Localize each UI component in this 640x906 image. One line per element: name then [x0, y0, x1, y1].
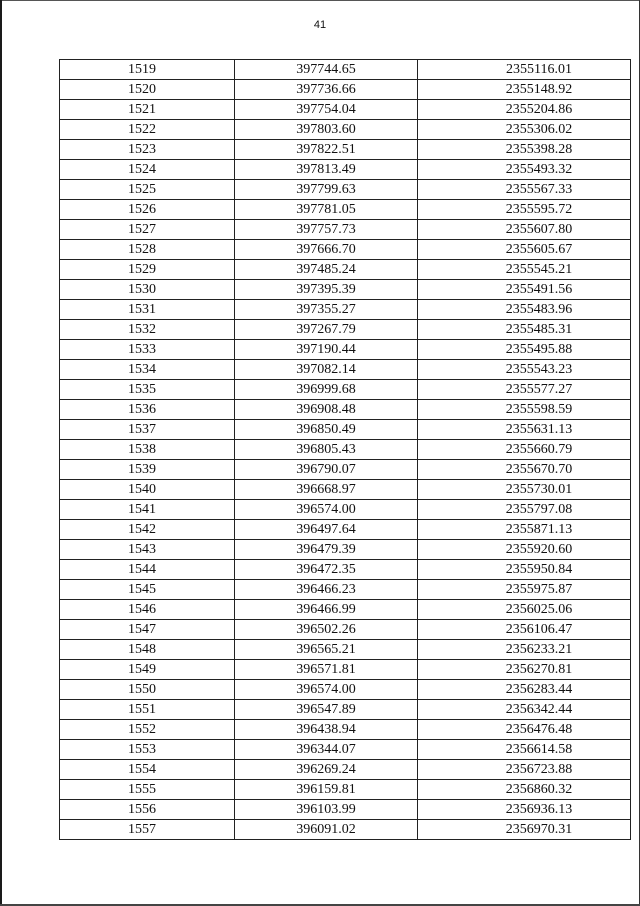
table-row — [60, 800, 631, 820]
x-coordinate-cell: 396344.07 — [235, 740, 418, 760]
table-row — [60, 260, 631, 280]
point-id-cell: 1526 — [60, 200, 235, 220]
x-coordinate-cell: 396805.43 — [235, 440, 418, 460]
y-coordinate-cell: 2355116.01 — [418, 60, 631, 80]
x-coordinate-cell: 396497.64 — [235, 520, 418, 540]
table-row — [60, 560, 631, 580]
table-row — [60, 460, 631, 480]
y-coordinate-cell: 2355483.96 — [418, 300, 631, 320]
table-row — [60, 200, 631, 220]
point-id-cell: 1553 — [60, 740, 235, 760]
x-coordinate-cell: 397395.39 — [235, 280, 418, 300]
table-row — [60, 640, 631, 660]
point-id-cell: 1519 — [60, 60, 235, 80]
scan-edge-top — [0, 0, 640, 1]
point-id-cell: 1557 — [60, 820, 235, 840]
x-coordinate-cell: 396850.49 — [235, 420, 418, 440]
point-id-cell: 1536 — [60, 400, 235, 420]
point-id-cell: 1535 — [60, 380, 235, 400]
point-id-cell: 1537 — [60, 420, 235, 440]
x-coordinate-cell: 396472.35 — [235, 560, 418, 580]
point-id-cell: 1525 — [60, 180, 235, 200]
x-coordinate-cell: 396547.89 — [235, 700, 418, 720]
point-id-cell: 1554 — [60, 760, 235, 780]
y-coordinate-cell: 2355975.87 — [418, 580, 631, 600]
point-id-cell: 1545 — [60, 580, 235, 600]
y-coordinate-cell: 2356614.58 — [418, 740, 631, 760]
x-coordinate-cell: 396574.00 — [235, 500, 418, 520]
x-coordinate-cell: 397781.05 — [235, 200, 418, 220]
y-coordinate-cell: 2356476.48 — [418, 720, 631, 740]
table-row — [60, 160, 631, 180]
x-coordinate-cell: 397754.04 — [235, 100, 418, 120]
table-row — [60, 340, 631, 360]
y-coordinate-cell: 2356233.21 — [418, 640, 631, 660]
table-row — [60, 400, 631, 420]
y-coordinate-cell: 2355204.86 — [418, 100, 631, 120]
x-coordinate-cell: 397082.14 — [235, 360, 418, 380]
point-id-cell: 1543 — [60, 540, 235, 560]
y-coordinate-cell: 2356936.13 — [418, 800, 631, 820]
table-row — [60, 520, 631, 540]
y-coordinate-cell: 2355598.59 — [418, 400, 631, 420]
point-id-cell: 1523 — [60, 140, 235, 160]
y-coordinate-cell: 2355491.56 — [418, 280, 631, 300]
x-coordinate-cell: 397813.49 — [235, 160, 418, 180]
point-id-cell: 1550 — [60, 680, 235, 700]
table-row — [60, 300, 631, 320]
table-row — [60, 220, 631, 240]
point-id-cell: 1551 — [60, 700, 235, 720]
point-id-cell: 1520 — [60, 80, 235, 100]
x-coordinate-cell: 396908.48 — [235, 400, 418, 420]
y-coordinate-cell: 2356270.81 — [418, 660, 631, 680]
y-coordinate-cell: 2355670.70 — [418, 460, 631, 480]
point-id-cell: 1538 — [60, 440, 235, 460]
table-row — [60, 240, 631, 260]
point-id-cell: 1547 — [60, 620, 235, 640]
y-coordinate-cell: 2355545.21 — [418, 260, 631, 280]
y-coordinate-cell: 2355495.88 — [418, 340, 631, 360]
table-row — [60, 500, 631, 520]
x-coordinate-cell: 397744.65 — [235, 60, 418, 80]
x-coordinate-cell: 397190.44 — [235, 340, 418, 360]
point-id-cell: 1524 — [60, 160, 235, 180]
point-id-cell: 1556 — [60, 800, 235, 820]
table-row — [60, 280, 631, 300]
y-coordinate-cell: 2355605.67 — [418, 240, 631, 260]
x-coordinate-cell: 396269.24 — [235, 760, 418, 780]
point-id-cell: 1539 — [60, 460, 235, 480]
table-row — [60, 600, 631, 620]
point-id-cell: 1532 — [60, 320, 235, 340]
x-coordinate-cell: 396565.21 — [235, 640, 418, 660]
point-id-cell: 1529 — [60, 260, 235, 280]
point-id-cell: 1546 — [60, 600, 235, 620]
point-id-cell: 1555 — [60, 780, 235, 800]
y-coordinate-cell: 2356342.44 — [418, 700, 631, 720]
y-coordinate-cell: 2356106.47 — [418, 620, 631, 640]
x-coordinate-cell: 397355.27 — [235, 300, 418, 320]
table-row — [60, 380, 631, 400]
y-coordinate-cell: 2355950.84 — [418, 560, 631, 580]
coordinate-table — [59, 59, 631, 840]
y-coordinate-cell: 2356723.88 — [418, 760, 631, 780]
y-coordinate-cell: 2355595.72 — [418, 200, 631, 220]
point-id-cell: 1541 — [60, 500, 235, 520]
x-coordinate-cell: 396159.81 — [235, 780, 418, 800]
point-id-cell: 1534 — [60, 360, 235, 380]
y-coordinate-cell: 2356970.31 — [418, 820, 631, 840]
x-coordinate-cell: 397485.24 — [235, 260, 418, 280]
x-coordinate-cell: 396502.26 — [235, 620, 418, 640]
y-coordinate-cell: 2355567.33 — [418, 180, 631, 200]
y-coordinate-cell: 2355730.01 — [418, 480, 631, 500]
point-id-cell: 1548 — [60, 640, 235, 660]
x-coordinate-cell: 396790.07 — [235, 460, 418, 480]
table-row — [60, 180, 631, 200]
point-id-cell: 1521 — [60, 100, 235, 120]
x-coordinate-cell: 397822.51 — [235, 140, 418, 160]
x-coordinate-cell: 396668.97 — [235, 480, 418, 500]
x-coordinate-cell: 396479.39 — [235, 540, 418, 560]
x-coordinate-cell: 397666.70 — [235, 240, 418, 260]
table-row — [60, 100, 631, 120]
coordinate-table-body — [60, 60, 631, 840]
x-coordinate-cell: 396438.94 — [235, 720, 418, 740]
y-coordinate-cell: 2355148.92 — [418, 80, 631, 100]
x-coordinate-cell: 396103.99 — [235, 800, 418, 820]
x-coordinate-cell: 396091.02 — [235, 820, 418, 840]
y-coordinate-cell: 2355577.27 — [418, 380, 631, 400]
y-coordinate-cell: 2355493.32 — [418, 160, 631, 180]
point-id-cell: 1530 — [60, 280, 235, 300]
table-row — [60, 820, 631, 840]
table-row — [60, 420, 631, 440]
table-row — [60, 540, 631, 560]
point-id-cell: 1522 — [60, 120, 235, 140]
y-coordinate-cell: 2355797.08 — [418, 500, 631, 520]
x-coordinate-cell: 397803.60 — [235, 120, 418, 140]
table-row — [60, 720, 631, 740]
x-coordinate-cell: 396999.68 — [235, 380, 418, 400]
table-row — [60, 360, 631, 380]
page-number: 41 — [313, 19, 327, 31]
x-coordinate-cell: 397757.73 — [235, 220, 418, 240]
table-row — [60, 580, 631, 600]
table-row — [60, 320, 631, 340]
y-coordinate-cell: 2355607.80 — [418, 220, 631, 240]
y-coordinate-cell: 2356283.44 — [418, 680, 631, 700]
point-id-cell: 1552 — [60, 720, 235, 740]
point-id-cell: 1542 — [60, 520, 235, 540]
table-row — [60, 760, 631, 780]
point-id-cell: 1549 — [60, 660, 235, 680]
y-coordinate-cell: 2355398.28 — [418, 140, 631, 160]
table-row — [60, 480, 631, 500]
y-coordinate-cell: 2356025.06 — [418, 600, 631, 620]
point-id-cell: 1533 — [60, 340, 235, 360]
x-coordinate-cell: 396466.23 — [235, 580, 418, 600]
x-coordinate-cell: 397736.66 — [235, 80, 418, 100]
x-coordinate-cell: 396574.00 — [235, 680, 418, 700]
point-id-cell: 1527 — [60, 220, 235, 240]
table-row — [60, 660, 631, 680]
point-id-cell: 1540 — [60, 480, 235, 500]
x-coordinate-cell: 397799.63 — [235, 180, 418, 200]
y-coordinate-cell: 2355920.60 — [418, 540, 631, 560]
x-coordinate-cell: 396571.81 — [235, 660, 418, 680]
table-row — [60, 440, 631, 460]
y-coordinate-cell: 2355485.31 — [418, 320, 631, 340]
y-coordinate-cell: 2356860.32 — [418, 780, 631, 800]
table-row — [60, 680, 631, 700]
table-row — [60, 620, 631, 640]
table-row — [60, 700, 631, 720]
x-coordinate-cell: 397267.79 — [235, 320, 418, 340]
y-coordinate-cell: 2355543.23 — [418, 360, 631, 380]
y-coordinate-cell: 2355631.13 — [418, 420, 631, 440]
x-coordinate-cell: 396466.99 — [235, 600, 418, 620]
table-row — [60, 740, 631, 760]
y-coordinate-cell: 2355871.13 — [418, 520, 631, 540]
table-row — [60, 140, 631, 160]
y-coordinate-cell: 2355306.02 — [418, 120, 631, 140]
table-row — [60, 80, 631, 100]
point-id-cell: 1531 — [60, 300, 235, 320]
table-row — [60, 780, 631, 800]
y-coordinate-cell: 2355660.79 — [418, 440, 631, 460]
table-row — [60, 120, 631, 140]
table-row — [60, 60, 631, 80]
point-id-cell: 1528 — [60, 240, 235, 260]
point-id-cell: 1544 — [60, 560, 235, 580]
scan-edge-left — [0, 0, 2, 906]
